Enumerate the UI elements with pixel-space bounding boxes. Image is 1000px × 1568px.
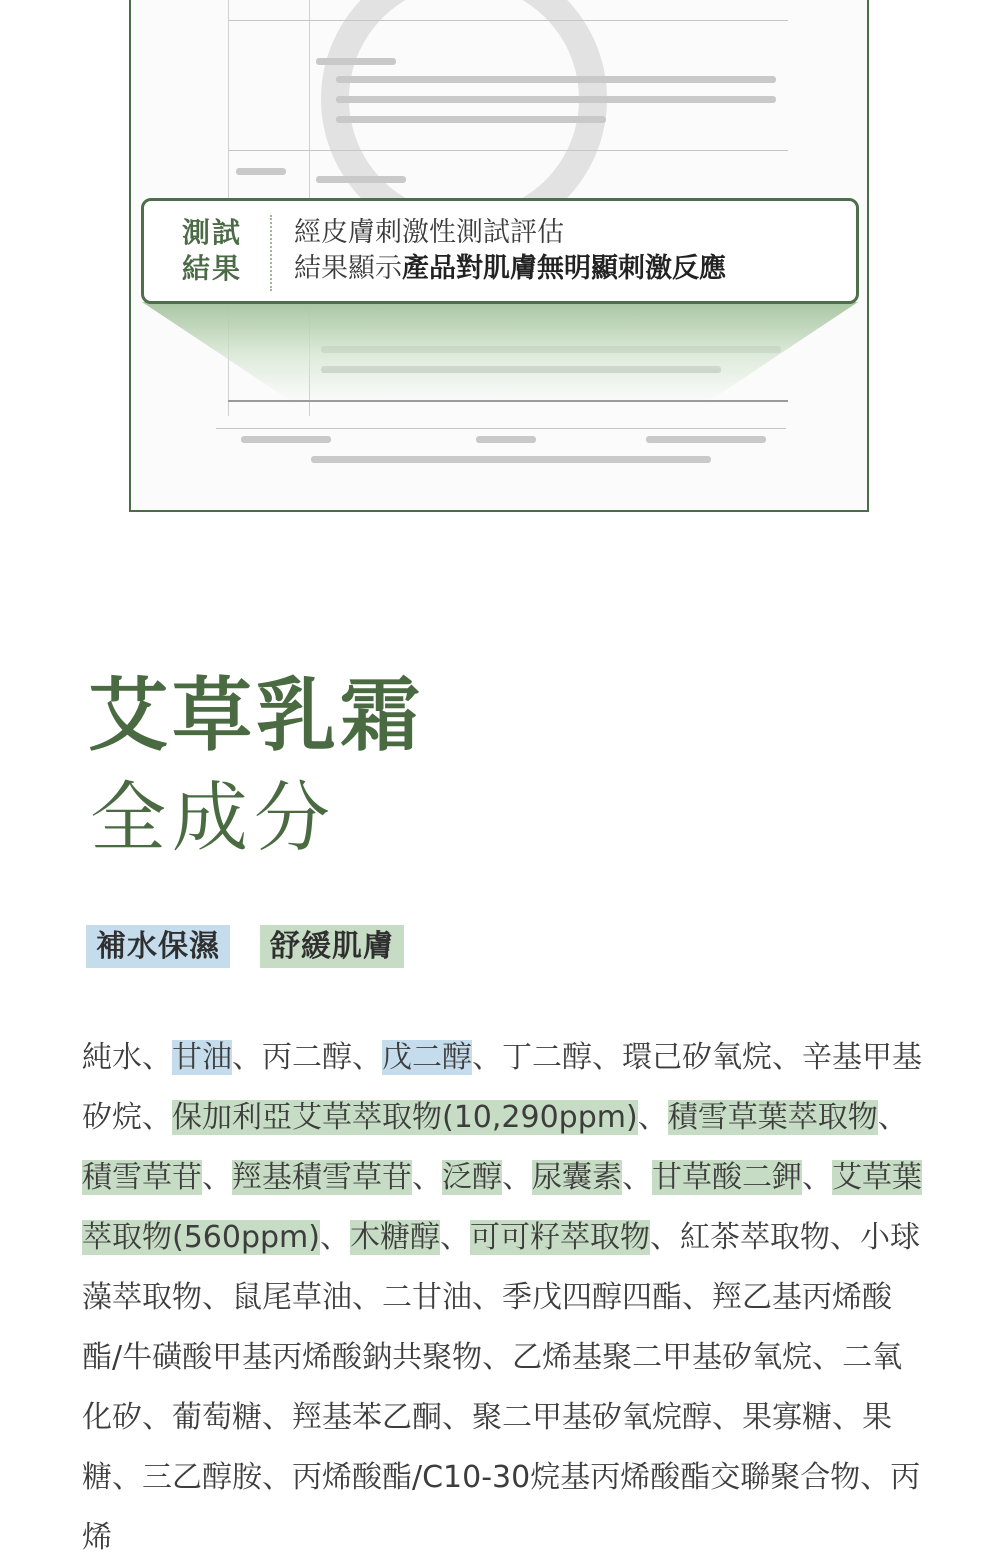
ingredient-item: 戊二醇 [382,1040,472,1075]
ingredient-separator: 、 [592,1040,622,1075]
ingredient-item: 鼠尾草油 [232,1280,352,1315]
ingredient-separator: 、 [319,1220,350,1255]
test-result-description [294,215,726,287]
callout-divider [270,215,272,291]
ingredient-item: 積雪草葉萃取物 [667,1100,878,1135]
ingredient-separator: 、 [472,1040,502,1075]
ingredient-separator: 、 [412,1160,442,1195]
ingredient-separator: 、 [352,1040,382,1075]
ingredient-separator: 、 [812,1340,843,1375]
ingredient-list [82,1028,932,1568]
ingredient-separator: 、 [649,1220,680,1255]
ingredient-item: 季戊四醇四酯 [502,1280,682,1315]
ingredient-separator: 、 [712,1400,742,1435]
ingredient-item: 積雪草苷 [82,1160,202,1195]
ingredient-separator: 、 [802,1160,832,1195]
ingredient-separator: 、 [482,1340,513,1375]
ingredient-separator: 、 [202,1160,232,1195]
ingredient-separator: 、 [832,1400,862,1435]
tag-soothing: 舒緩肌膚 [260,925,404,968]
ingredient-separator: 、 [439,1220,470,1255]
ingredient-item: 果糖 [82,1400,892,1495]
ingredient-item: 丙烯 [82,1460,921,1555]
ingredient-item: 丙二醇 [262,1040,352,1075]
ingredient-item: 二甘油 [382,1280,472,1315]
ingredient-item: 尿囊素 [532,1160,622,1195]
ingredient-item: 泛醇 [442,1160,502,1195]
test-name: 經皮膚刺激性測試評估 [294,217,564,248]
ingredient-item: 果寡糖 [742,1400,832,1435]
ingredient-item: 葡萄糖 [172,1400,262,1435]
ingredient-item: 小球藻萃取物 [82,1220,920,1315]
ingredient-item: 辛基甲基矽烷 [82,1040,922,1135]
ingredient-separator: 、 [232,1040,262,1075]
ingredient-separator: 、 [829,1220,860,1255]
ingredient-item: 純水 [82,1040,142,1075]
ingredient-item: 二氧化矽 [82,1340,903,1435]
ingredient-item: 甘油 [172,1040,232,1075]
product-title: 艾草乳霜 [88,669,424,762]
ingredient-separator: 、 [442,1400,472,1435]
ingredient-separator: 、 [772,1040,802,1075]
ingredient-item: 三乙醇胺 [142,1460,262,1495]
test-result-text: 結果顯示產品對肌膚無明顯刺激反應 [294,253,726,284]
ingredient-item: 可可籽萃取物 [469,1220,650,1255]
ingredient-separator: 、 [877,1100,908,1135]
ingredient-separator: 、 [142,1400,172,1435]
ingredient-separator: 、 [262,1400,292,1435]
ingredient-item: 羥基苯乙酮 [292,1400,442,1435]
ingredient-separator: 、 [112,1460,142,1495]
ingredient-item: 乙烯基聚二甲基矽氧烷 [512,1340,813,1375]
ingredient-separator: 、 [472,1280,502,1315]
ingredient-separator: 、 [682,1280,712,1315]
ingredient-separator: 、 [502,1160,532,1195]
test-result-callout [141,198,859,304]
test-result-label: 測試 結果 [182,216,243,285]
ingredient-item: 聚二甲基矽氧烷醇 [472,1400,712,1435]
ingredient-item: 紅茶萃取物 [679,1220,830,1255]
ingredient-item: 羥乙基丙烯酸酯/牛磺酸甲基丙烯酸鈉共聚物 [82,1280,892,1375]
ingredient-item: 艾草葉萃取物(560ppm) [82,1160,922,1255]
ingredient-separator: 、 [202,1280,232,1315]
ingredient-item: 丙烯酸酯/C10-30烷基丙烯酸酯交聯聚合物 [292,1460,861,1495]
ingredient-separator: 、 [142,1040,172,1075]
ingredient-item: 木糖醇 [349,1220,440,1255]
product-subtitle: 全成分 [90,773,336,862]
ingredient-item: 甘草酸二鉀 [652,1160,802,1195]
ingredient-separator: 、 [622,1160,652,1195]
ingredient-separator: 、 [142,1100,172,1135]
ingredient-item: 丁二醇 [502,1040,592,1075]
ingredient-item: 環己矽氧烷 [622,1040,772,1075]
ingredient-item: 保加利亞艾草萃取物(10,290ppm) [172,1100,638,1135]
ingredient-separator: 、 [637,1100,668,1135]
ingredient-separator: 、 [262,1460,292,1495]
tag-moisturizing: 補水保濕 [86,925,230,968]
ingredient-separator: 、 [860,1460,891,1495]
ingredient-item: 羥基積雪草苷 [232,1160,412,1195]
ingredient-separator: 、 [352,1280,382,1315]
